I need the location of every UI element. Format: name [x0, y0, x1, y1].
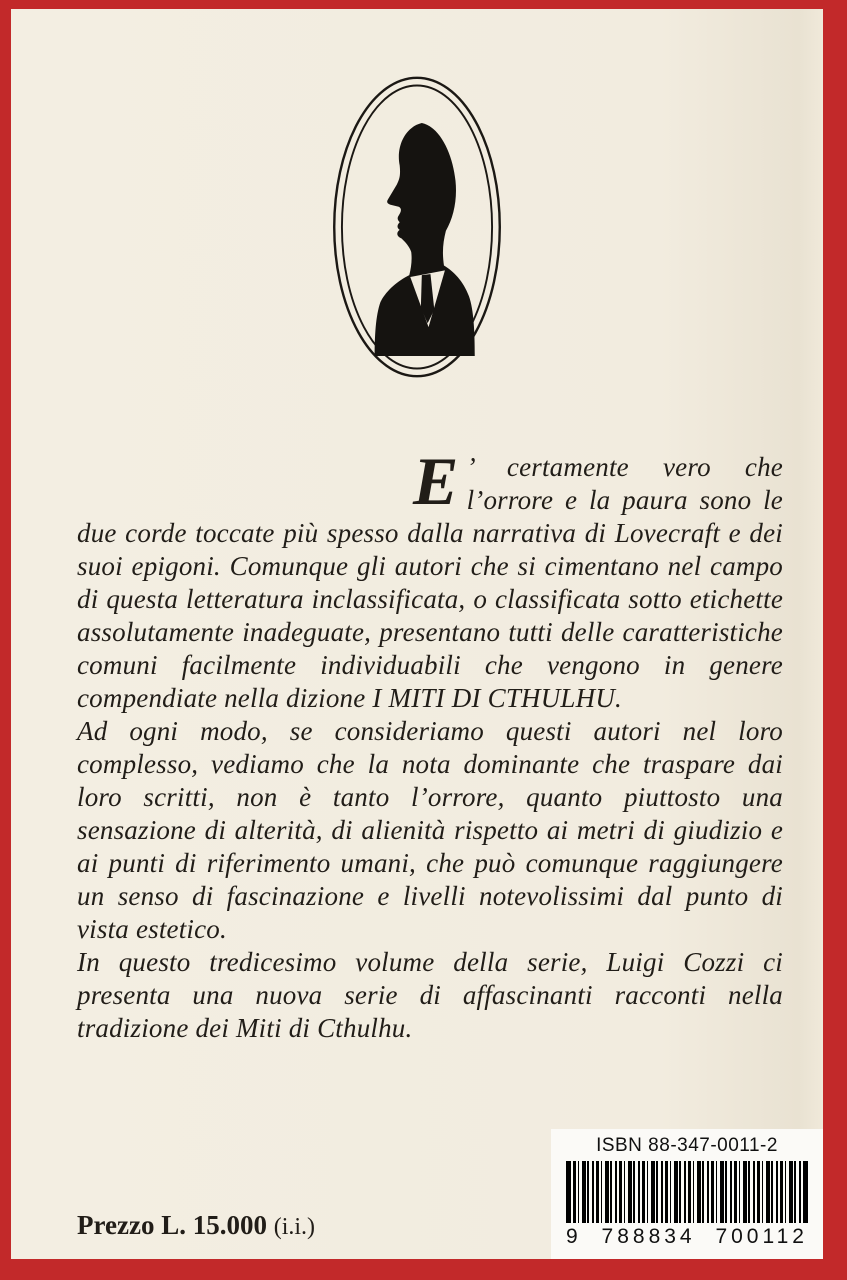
- profile-silhouette-icon: [329, 73, 505, 381]
- blurb-text: [77, 443, 783, 1045]
- isbn-label: ISBN 88-347-0011-2: [596, 1135, 778, 1156]
- paper-panel: [11, 9, 823, 1259]
- price-amount: Prezzo L. 15.000: [77, 1210, 267, 1240]
- price-label: [77, 1210, 315, 1241]
- barcode-panel: [551, 1129, 823, 1259]
- dropcap-indent-spacer: [77, 451, 413, 517]
- blurb-paragraph-1-text: ’ certamente vero che l’orrore e la paura sono le due corde toccate più spesso dalla narrativa di Lovecraft e dei suoi epigoni. Comunque gli autori che si cimentano nel campo di questa letteratura inclassificata, o classificata sotto etichette assolutamente inadeguate, presentano tutti delle caratteristiche comuni facilmente individuabili che vengono in genere compendiate nella dizione I MITI DI CTHULHU.: [77, 452, 783, 713]
- barcode-digits: 9 788834 700112: [566, 1225, 808, 1248]
- blurb-paragraph-2: Ad ogni modo, se consideriamo questi autori nel loro complesso, vediamo che la nota dominante che traspare dai loro scritti, non è tanto l’orrore, quanto piuttosto una sensazione di alterità, di alienità rispetto ai metri di giudizio e ai punti di riferimento umani, che può comunque raggiungere un senso di fascinazione e livelli notevolissimi dal punto di vista estetico.: [77, 716, 783, 944]
- blurb-paragraph-1: [77, 443, 783, 715]
- price-note: (i.i.): [273, 1214, 316, 1240]
- blurb-paragraph-3: In questo tredicesimo volume della serie, Luigi Cozzi ci presenta una nuova serie di affascinanti racconti nella tradizione dei Miti di Cthulhu.: [77, 947, 783, 1043]
- drop-cap: E: [413, 443, 459, 519]
- ean-barcode: [566, 1161, 808, 1223]
